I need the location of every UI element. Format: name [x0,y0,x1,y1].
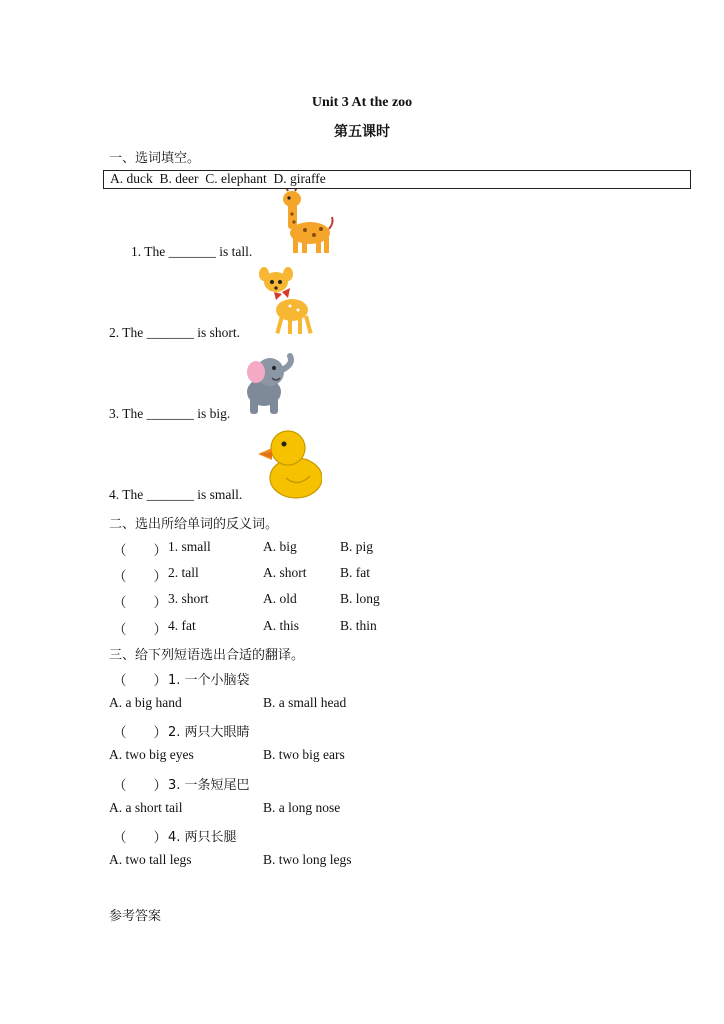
deer-icon [259,267,313,334]
word-bank-text: A. duck B. deer C. elephant D. giraffe [110,171,326,186]
section1-heading: 一、选词填空。 [109,151,201,166]
question-3: 3. The _______ is big. [109,406,231,421]
answer-paren[interactable]: （ ） [113,543,167,558]
option-b: B. a long nose [263,800,341,815]
answer-paren[interactable]: （ ） [113,595,167,610]
option-a: A. old [263,591,297,606]
section3-heading: 三、给下列短语选出合适的翻译。 [109,648,305,663]
answer-paren[interactable]: （ ） [113,673,167,688]
answer-paren[interactable]: （ ） [113,622,167,637]
question-4: 4. The _______ is small. [109,487,243,502]
duck-icon [258,431,322,498]
question-2: 2. The _______ is short. [109,325,240,340]
page-subtitle: 第五课时 [334,124,390,140]
option-a: A. two tall legs [109,852,192,867]
option-b: B. fat [340,565,370,580]
option-b: B. two big ears [263,747,345,762]
giraffe-picture [278,189,336,257]
antonym-word: 3. short [168,591,209,606]
option-b: B. pig [340,539,374,554]
elephant-icon [247,356,291,414]
option-b: B. a small head [263,695,347,710]
elephant-picture [240,352,296,416]
section2-heading: 二、选出所给单词的反义词。 [109,517,279,532]
duck-picture [256,428,322,500]
phrase-cn: 4. 两只长腿 [168,830,237,845]
option-a: A. two big eyes [109,747,194,762]
option-a: A. a short tail [109,800,183,815]
antonym-word: 2. tall [168,565,199,580]
option-b: B. thin [340,618,377,633]
option-b: B. long [340,591,380,606]
option-a: A. a big hand [109,695,182,710]
phrase-cn: 2. 两只大眼睛 [168,725,250,740]
phrase-cn: 3. 一条短尾巴 [168,778,250,793]
answer-key-heading: 参考答案 [109,909,162,924]
answer-paren[interactable]: （ ） [113,830,167,845]
giraffe-icon [283,189,333,253]
answer-paren[interactable]: （ ） [113,725,167,740]
phrase-cn: 1. 一个小脑袋 [168,673,250,688]
option-b: B. two long legs [263,852,352,867]
answer-paren[interactable]: （ ） [113,569,167,584]
option-a: A. short [263,565,307,580]
answer-paren[interactable]: （ ） [113,778,167,793]
option-a: A. big [263,539,297,554]
word-bank-box [103,170,691,189]
question-1: 1. The _______ is tall. [131,244,253,259]
antonym-word: 1. small [168,539,211,554]
page-title: Unit 3 At the zoo [311,95,413,110]
deer-picture [258,266,318,338]
option-a: A. this [263,618,300,633]
antonym-word: 4. fat [168,618,196,633]
